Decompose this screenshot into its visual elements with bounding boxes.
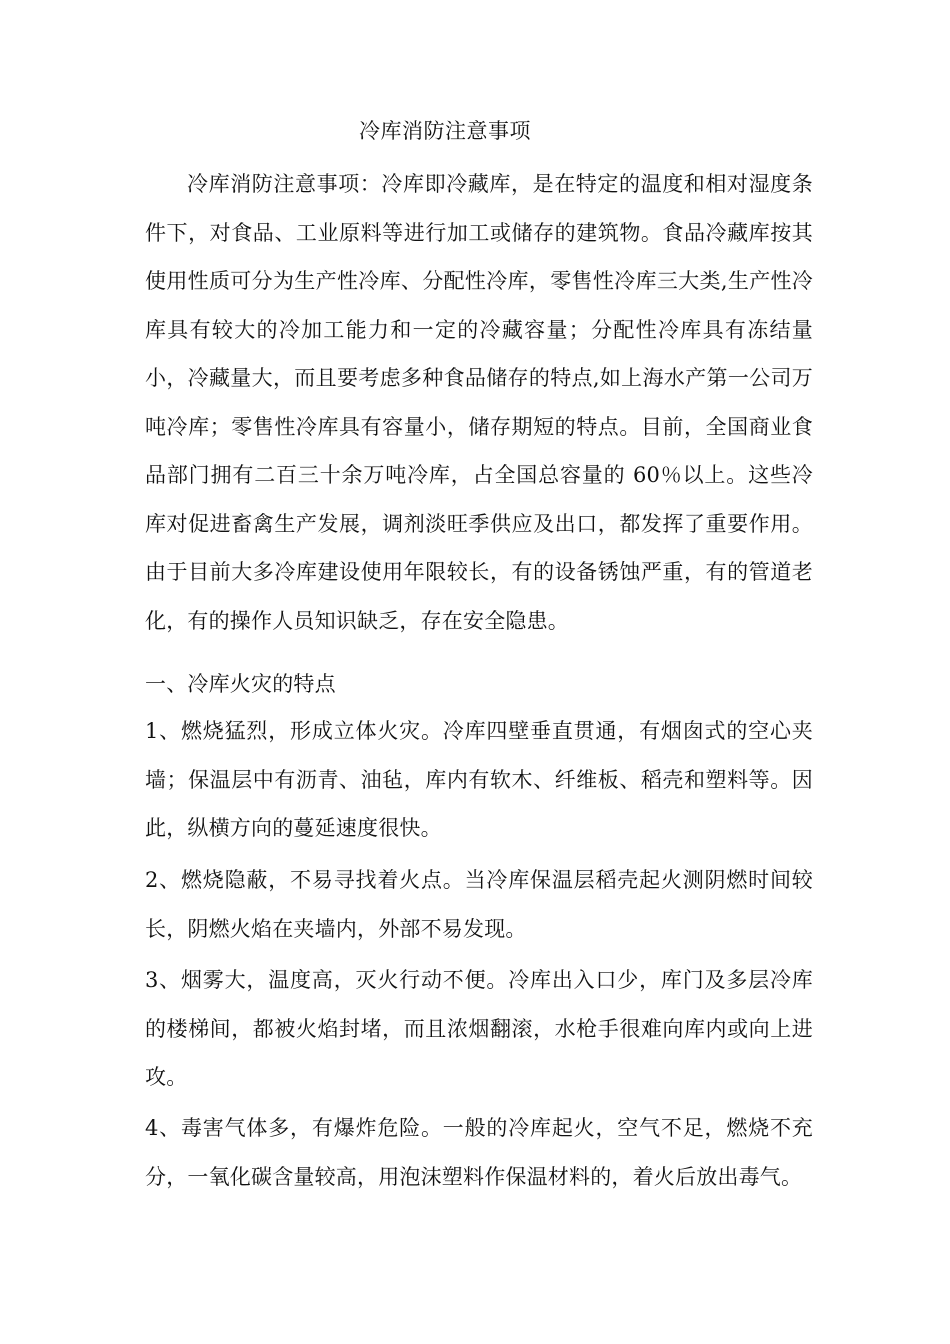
intro-paragraph: 冷库消防注意事项：冷库即冷藏库，是在特定的温度和相对湿度条件下，对食品、工业原料等进行加工或储存的建筑物。食品冷藏库按其使用性质可分为生产性冷库、分配性冷库，零售性冷库三大类,生产性冷库具有较大的冷加工能力和一定的冷藏容量；分配性冷库具有冻结量小，冷藏量大，而且要考虑多种食品储存的特点,如上海水产第一公司万吨冷库；零售性冷库具有容量小，储存期短的特点。目前，全国商业食品部门拥有二百三十余万吨冷库，占全国总容量的 60％以上。这些冷库对促进畜禽生产发展，调剂淡旺季供应及出口，都发挥了重要作用。由于目前大多冷库建设使用年限较长，有的设备锈蚀严重，有的管道老化，有的操作人员知识缺乏，存在安全隐患。 [145,172,813,633]
section-heading: 一、冷库火灾的特点 [145,672,336,696]
list-item: 1、燃烧猛烈，形成立体火灾。冷库四壁垂直贯通，有烟囱式的空心夹墙；保温层中有沥青、油毡，库内有软木、纤维板、稻壳和塑料等。因此，纵横方向的蔓延速度很快。 [145,719,813,840]
list-item: 3、烟雾大，温度高，灭火行动不便。冷库出入口少，库门及多层冷库的楼梯间，都被火焰封堵，而且浓烟翻滚，水枪手很难向库内或向上进攻。 [145,968,813,1089]
document-title: 冷库消防注意事项 [359,119,531,143]
list-item: 4、毒害气体多，有爆炸危险。一般的冷库起火，空气不足，燃烧不充分，一氧化碳含量较高，用泡沫塑料作保温材料的，着火后放出毒气。 [145,1116,813,1189]
list-item: 2、燃烧隐蔽，不易寻找着火点。当冷库保温层稻壳起火测阴燃时间较长，阴燃火焰在夹墙内，外部不易发现。 [145,868,813,941]
